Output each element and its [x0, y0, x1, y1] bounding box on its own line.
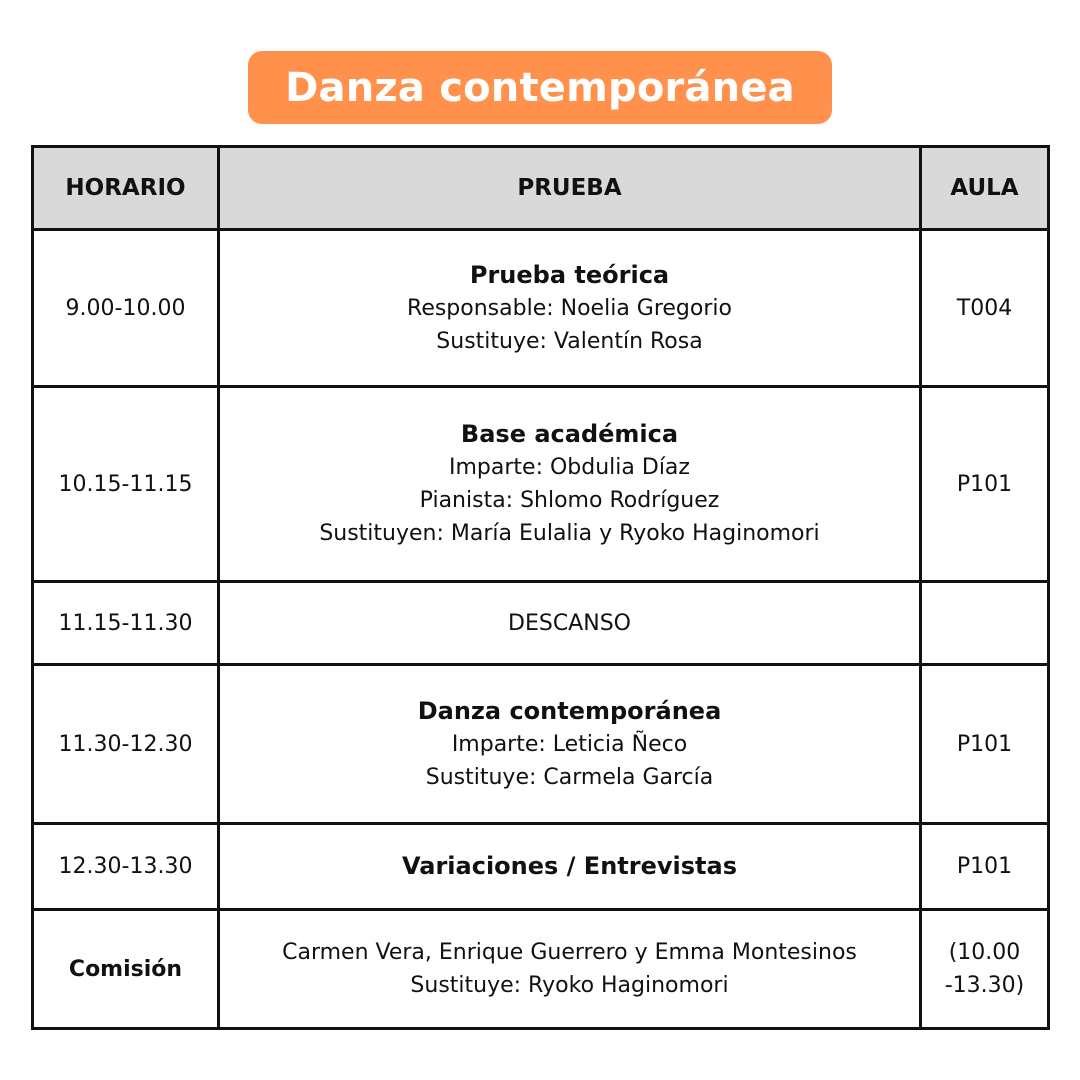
- aula-cell: P101: [921, 665, 1049, 824]
- aula-cell: [921, 582, 1049, 665]
- prueba-line: Imparte: Obdulia Díaz: [449, 455, 690, 480]
- horario-cell: Comisión: [33, 910, 219, 1029]
- table-row: [33, 824, 1049, 910]
- prueba-line: Sustituye: Valentín Rosa: [436, 328, 703, 354]
- horario-cell: 9.00-10.00: [33, 230, 219, 387]
- aula-cell: [921, 910, 1049, 1029]
- table-row: [33, 230, 1049, 387]
- prueba-line: Imparte: Leticia Ñeco: [451, 731, 688, 757]
- prueba-line: Sustituyen: María Eulalia y Ryoko Haginomori: [319, 521, 820, 546]
- prueba-cell: DESCANSO: [219, 582, 921, 665]
- horario-cell: 11.30-12.30: [33, 665, 219, 824]
- aula-cell: P101: [921, 387, 1049, 582]
- aula-line: (10.00: [948, 940, 1021, 965]
- prueba-title: Variaciones / Entrevistas: [402, 852, 737, 880]
- prueba-line: Sustituye: Ryoko Haginomori: [410, 973, 729, 998]
- table-row: [33, 665, 1049, 824]
- horario-cell: 12.30-13.30: [33, 824, 219, 910]
- prueba-cell: [219, 387, 921, 582]
- prueba-line: Responsable: Noelia Gregorio: [407, 295, 732, 321]
- table-row: [33, 582, 1049, 665]
- header-row: [33, 147, 1049, 230]
- aula-cell: T004: [921, 230, 1049, 387]
- prueba-title: Prueba teórica: [469, 260, 670, 289]
- prueba-cell: [219, 665, 921, 824]
- header-horario: HORARIO: [33, 147, 219, 230]
- schedule-table: [31, 145, 1050, 1030]
- horario-cell: 11.15-11.30: [33, 582, 219, 665]
- header-aula: AULA: [921, 147, 1049, 230]
- prueba-title: Danza contemporánea: [417, 696, 722, 725]
- prueba-cell: [219, 230, 921, 387]
- header-prueba: PRUEBA: [219, 147, 921, 230]
- prueba-cell: [219, 824, 921, 910]
- aula-line: -13.30): [944, 973, 1025, 998]
- page-title: Danza contemporánea: [248, 51, 832, 124]
- aula-cell: P101: [921, 824, 1049, 910]
- prueba-line: Carmen Vera, Enrique Guerrero y Emma Montesinos: [282, 940, 857, 965]
- prueba-line: Sustituye: Carmela García: [425, 764, 714, 790]
- table-row: [33, 910, 1049, 1029]
- prueba-cell: [219, 910, 921, 1029]
- prueba-title: Base académica: [460, 420, 679, 448]
- table-row: [33, 387, 1049, 582]
- prueba-line: Pianista: Shlomo Rodríguez: [419, 488, 720, 513]
- horario-cell: 10.15-11.15: [33, 387, 219, 582]
